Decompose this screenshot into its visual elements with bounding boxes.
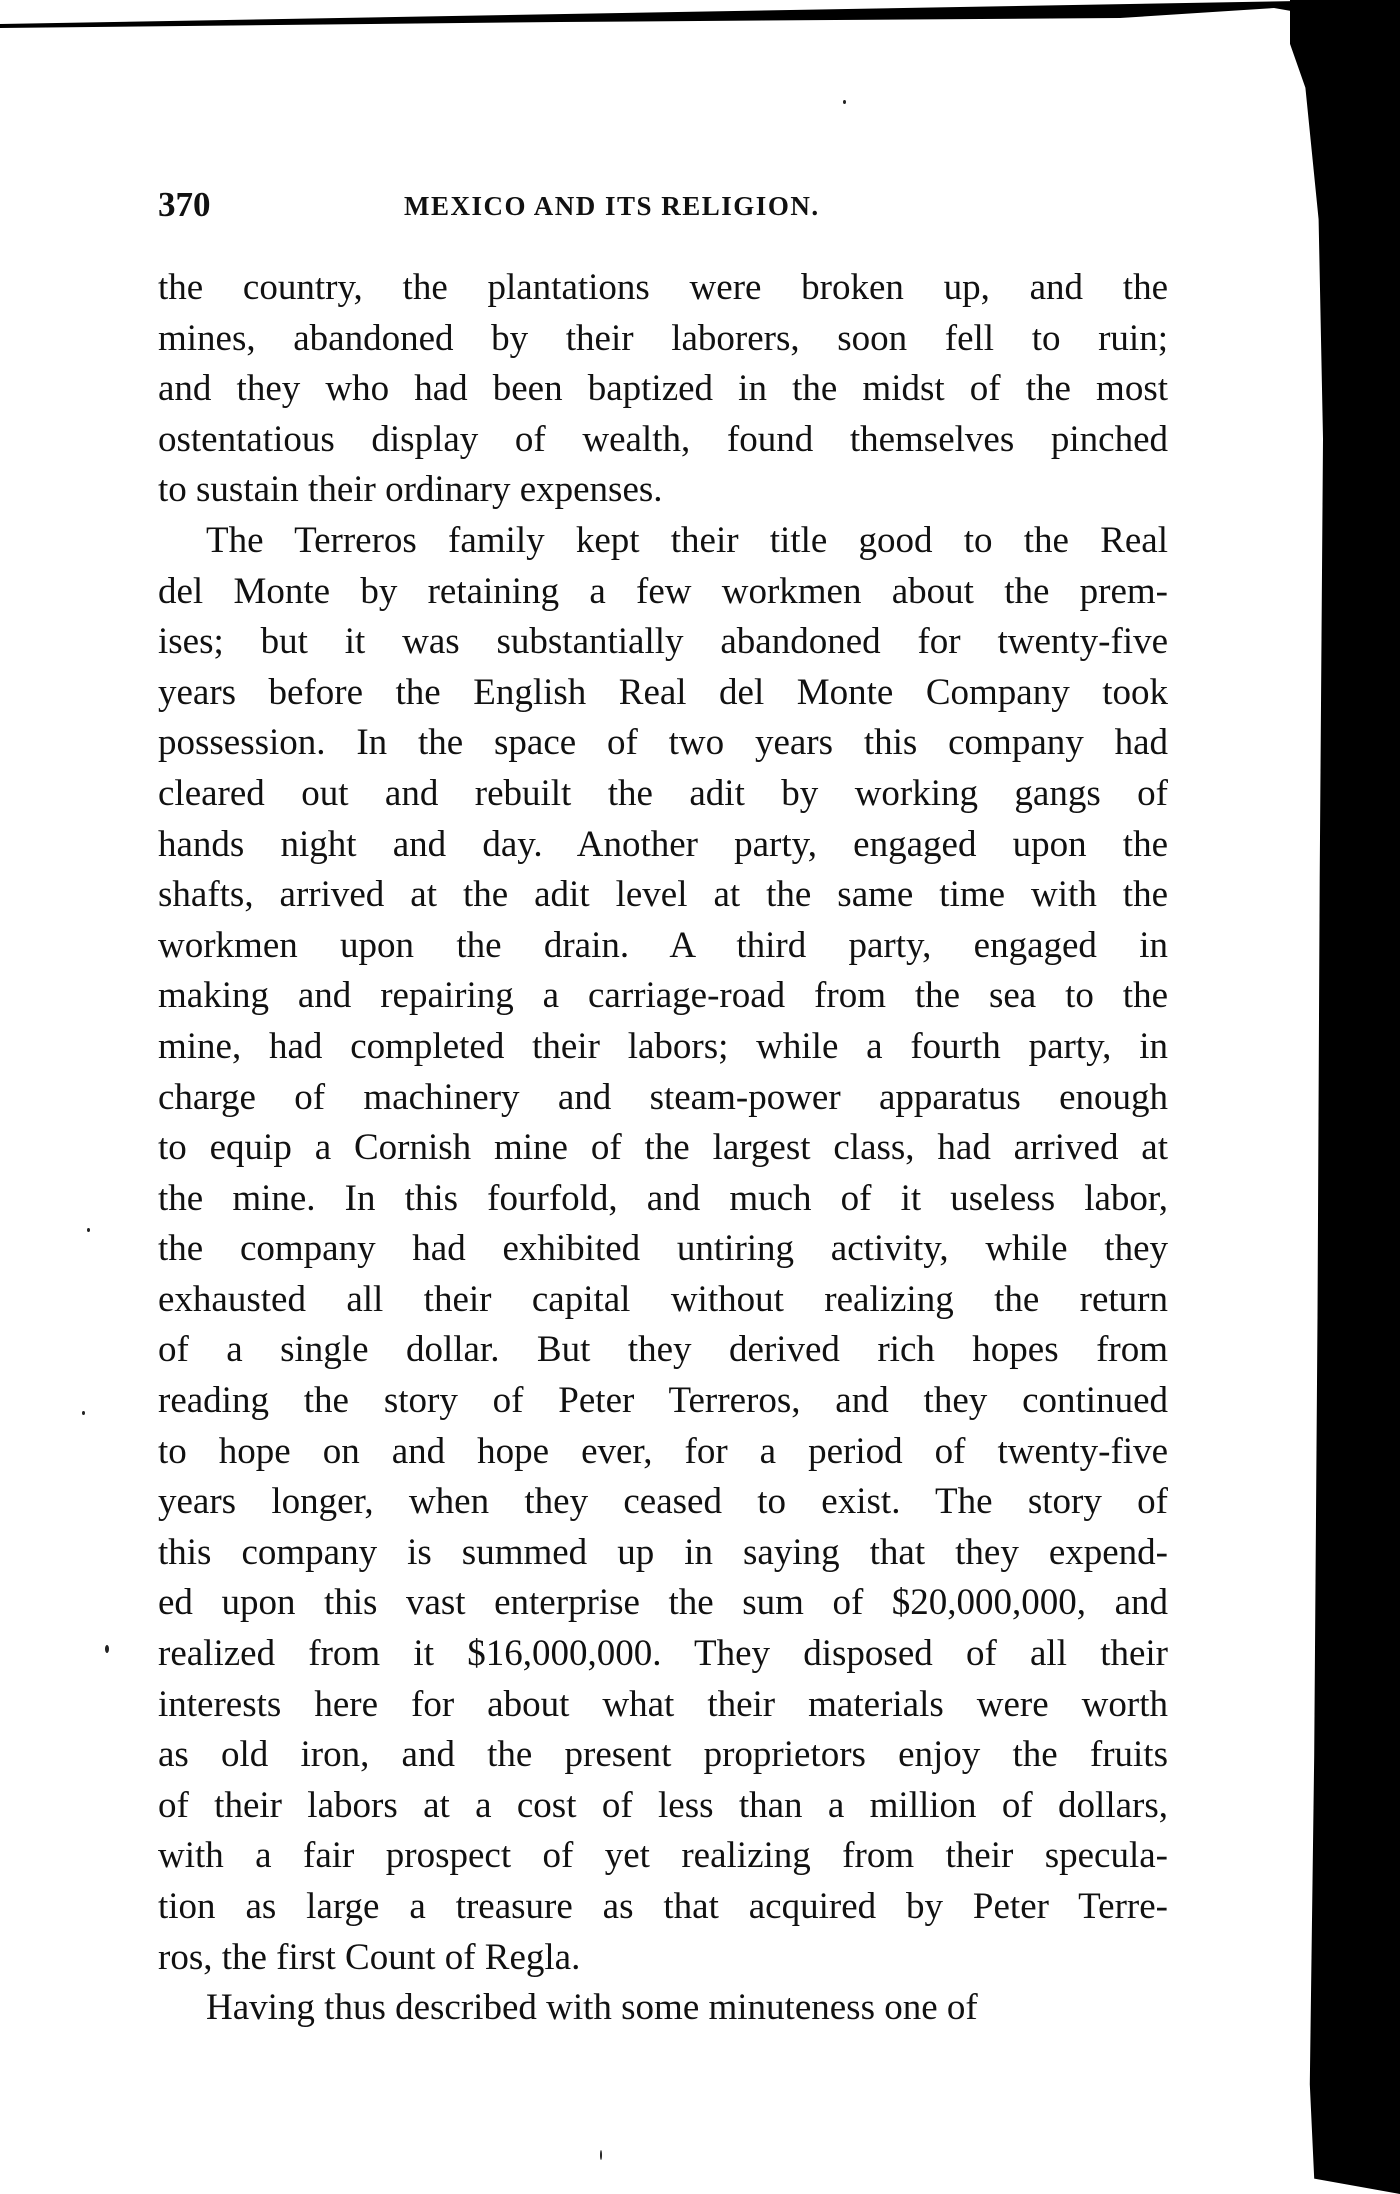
text-line: possession. In the space of two years this company had bbox=[158, 722, 1168, 764]
text-line: the company had exhibited untiring activity, while they bbox=[158, 1228, 1168, 1270]
text-line: del Monte by retaining a few workmen about the prem- bbox=[158, 570, 1168, 612]
running-title: MEXICO AND ITS RELIGION. bbox=[404, 191, 820, 221]
body-text bbox=[158, 263, 1168, 2034]
scan-border-right bbox=[1290, 0, 1400, 2194]
text-line: workmen upon the drain. A third party, engaged in bbox=[158, 924, 1168, 966]
text-line: tion as large a treasure as that acquired by Peter Terre- bbox=[158, 1886, 1168, 1927]
text-line: cleared out and rebuilt the adit by working gangs of bbox=[158, 772, 1168, 814]
text-line: mines, abandoned by their laborers, soon fell to ruin; bbox=[158, 317, 1168, 359]
text-line: exhausted all their capital without realizing the return bbox=[158, 1278, 1168, 1320]
paragraph bbox=[158, 1983, 1168, 2034]
paragraph bbox=[158, 516, 1168, 1983]
text-line: shafts, arrived at the adit level at the same time with the bbox=[158, 874, 1168, 916]
text-line: of a single dollar. But they derived rich hopes from bbox=[158, 1329, 1168, 1371]
text-line: years longer, when they ceased to exist. The story of bbox=[158, 1481, 1168, 1523]
text-line: to equip a Cornish mine of the largest class, had arrived at bbox=[158, 1127, 1168, 1169]
text-line: to hope on and hope ever, for a period of twenty-five bbox=[158, 1430, 1168, 1472]
text-line: and they who had been baptized in the midst of the most bbox=[158, 368, 1168, 410]
running-head bbox=[158, 185, 1168, 245]
text-line: of their labors at a cost of less than a million of dollars, bbox=[158, 1784, 1168, 1826]
scan-speck bbox=[600, 2150, 602, 2160]
text-line: making and repairing a carriage-road from the sea to the bbox=[158, 975, 1168, 1017]
text-line: realized from it $16,000,000. They disposed of all their bbox=[158, 1633, 1168, 1675]
text-line: the country, the plantations were broken up, and the bbox=[158, 267, 1168, 308]
scan-speck bbox=[105, 1645, 109, 1653]
paragraph bbox=[158, 263, 1168, 516]
text-line: interests here for about what their materials were worth bbox=[158, 1683, 1168, 1725]
text-line: Having thus described with some minuteness one of bbox=[206, 1987, 978, 2029]
scan-speck bbox=[82, 1411, 85, 1415]
page-number: 370 bbox=[158, 185, 211, 224]
text-line: to sustain their ordinary expenses. bbox=[158, 469, 663, 511]
text-line: hands night and day. Another party, engaged upon the bbox=[158, 823, 1168, 865]
text-line: reading the story of Peter Terreros, and they continued bbox=[158, 1380, 1168, 1422]
text-line: this company is summed up in saying that they expend- bbox=[158, 1531, 1168, 1573]
text-line: charge of machinery and steam-power apparatus enough bbox=[158, 1076, 1168, 1118]
text-line: mine, had completed their labors; while a fourth party, in bbox=[158, 1025, 1168, 1067]
text-line: ostentatious display of wealth, found themselves pinched bbox=[158, 418, 1168, 460]
scan-speck bbox=[87, 1228, 90, 1232]
text-line: the mine. In this fourfold, and much of it useless labor, bbox=[158, 1177, 1168, 1219]
text-line: years before the English Real del Monte Company took bbox=[158, 671, 1168, 713]
text-line: ed upon this vast enterprise the sum of $20,000,000, and bbox=[158, 1582, 1168, 1624]
text-line: The Terreros family kept their title good to the Real bbox=[206, 519, 1168, 561]
book-page bbox=[158, 185, 1168, 2034]
scan-speck bbox=[843, 100, 846, 104]
text-line: as old iron, and the present proprietors enjoy the fruits bbox=[158, 1734, 1168, 1776]
text-line: ises; but it was substantially abandoned for twenty-five bbox=[158, 621, 1168, 663]
text-line: with a fair prospect of yet realizing from their specula- bbox=[158, 1835, 1168, 1877]
text-line: ros, the first Count of Regla. bbox=[158, 1936, 581, 1978]
